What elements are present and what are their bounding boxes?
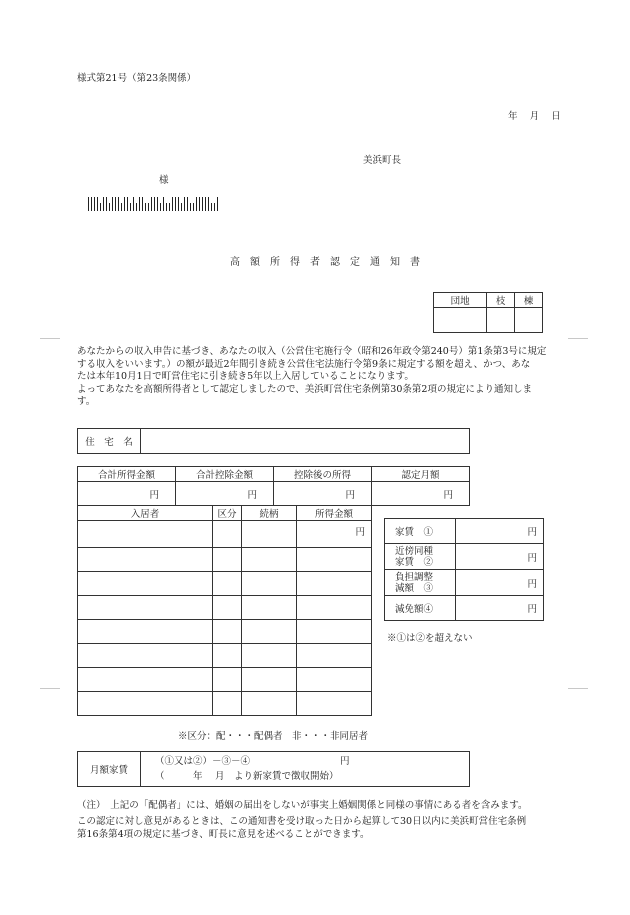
resident-category-cell[interactable] — [213, 548, 242, 572]
house-name-field[interactable] — [141, 429, 470, 454]
header-income-amount: 所得金額 — [297, 506, 372, 521]
barcode-bar — [178, 197, 179, 211]
adjustment-label-line2: 減額 ③ — [395, 582, 434, 594]
unit-header-branch: 枝 — [487, 293, 515, 308]
body-text — [77, 346, 567, 409]
unit-estate-value[interactable] — [434, 308, 487, 333]
barcode-bar — [145, 203, 146, 211]
header-category: 区分 — [213, 506, 242, 521]
resident-income-cell[interactable] — [297, 692, 372, 716]
barcode-bar — [166, 203, 167, 211]
market-rent-label — [385, 544, 456, 570]
barcode-bar — [97, 197, 98, 211]
barcode-bar — [94, 197, 95, 211]
monthly-rent-formula-line — [155, 754, 469, 769]
table-row — [78, 548, 372, 572]
unit-header-building: 棟 — [515, 293, 543, 308]
barcode-bar — [154, 197, 155, 211]
barcode-bar — [175, 197, 176, 211]
header-relationship: 続柄 — [242, 506, 297, 521]
barcode-bar — [205, 197, 206, 211]
barcode-bar — [127, 197, 128, 211]
resident-income-cell[interactable] — [297, 572, 372, 596]
resident-income-cell[interactable]: 円 — [297, 521, 372, 548]
barcode-bar — [199, 197, 200, 211]
resident-name-cell[interactable] — [78, 548, 213, 572]
body-line: あなたからの収入申告に基づき、あなたの収入（公営住宅施行令（昭和26年政令第240号）第1条第3号に規定 — [77, 346, 547, 357]
barcode-bar — [103, 197, 104, 211]
barcode-bar — [148, 203, 149, 211]
header-total-deduction: 合計控除金額 — [176, 467, 274, 482]
unit-header-estate: 団地 — [434, 293, 487, 308]
barcode-bar — [196, 197, 197, 211]
resident-name-cell[interactable] — [78, 620, 213, 644]
barcode-bar — [151, 197, 152, 211]
resident-category-cell[interactable] — [213, 596, 242, 620]
barcode-bar — [208, 197, 209, 211]
resident-name-cell[interactable] — [78, 596, 213, 620]
house-name-label: 住 宅 名 — [78, 429, 141, 454]
barcode-bar — [157, 197, 158, 211]
header-monthly-amount: 認定月額 — [372, 467, 470, 482]
resident-relationship-cell[interactable] — [242, 668, 297, 692]
header-net-income: 控除後の所得 — [274, 467, 372, 482]
adjustment-value[interactable]: 円 — [456, 570, 544, 596]
monthly-rent-yen: 円 — [340, 756, 350, 767]
issue-date — [508, 108, 561, 122]
table-row — [78, 596, 372, 620]
barcode-bar — [187, 197, 188, 211]
note-objection — [77, 816, 567, 841]
resident-name-cell[interactable] — [78, 644, 213, 668]
barcode-bar — [160, 203, 161, 211]
fold-mark-right-bottom — [568, 688, 588, 689]
house-name-table — [77, 428, 470, 454]
residents-table — [77, 505, 372, 716]
market-rent-label-line2: 家賃 ② — [395, 556, 434, 568]
resident-category-cell[interactable] — [213, 521, 242, 548]
barcode-bar — [163, 197, 164, 211]
header-total-income: 合計所得金額 — [78, 467, 176, 482]
date-year: 年 — [508, 111, 518, 122]
barcode-bar — [214, 203, 215, 211]
income-table — [77, 466, 470, 506]
body-line: よってあなたを高額所得者として認定しましたので、美浜町営住宅条例第30条第2項の規定により通知しま — [77, 383, 532, 395]
resident-category-cell[interactable] — [213, 692, 242, 716]
resident-income-cell[interactable] — [297, 620, 372, 644]
resident-category-cell[interactable] — [213, 572, 242, 596]
body-line: す。 — [77, 396, 96, 407]
barcode-bar — [142, 197, 143, 211]
barcode-bar — [88, 197, 89, 211]
resident-income-cell[interactable] — [297, 596, 372, 620]
barcode-bar — [112, 197, 113, 211]
resident-income-cell[interactable] — [297, 668, 372, 692]
note-objection-line: 第16条第4項の規定に基づき、町長に意見を述べることができます。 — [77, 828, 370, 840]
resident-income-cell[interactable] — [297, 548, 372, 572]
table-row — [78, 668, 372, 692]
exemption-label: 減免額④ — [385, 596, 456, 621]
table-row — [78, 620, 372, 644]
table-row — [78, 521, 372, 548]
adjustment-label — [385, 570, 456, 596]
resident-category-cell[interactable] — [213, 644, 242, 668]
market-rent-value[interactable]: 円 — [456, 544, 544, 570]
resident-name-cell[interactable] — [78, 668, 213, 692]
barcode-bar — [130, 203, 131, 211]
total-deduction-value[interactable]: 円 — [176, 482, 274, 506]
barcode-bar — [100, 203, 101, 211]
body-line: する収入をいいます。）の額が最近2年間引き続き公営住宅法施行令第9条に規定する額を超え、かつ、あな — [77, 358, 531, 370]
fold-mark-right-top — [568, 338, 588, 339]
barcode-bar — [211, 203, 212, 211]
note-spouse: （注） 上記の「配偶者」には、婚姻の届出をしないが事実上婚姻関係と同様の事情にある者を含みます。 — [77, 800, 528, 811]
unit-branch-value[interactable] — [487, 308, 515, 333]
date-day: 日 — [551, 111, 561, 122]
barcode-bar — [91, 197, 92, 211]
resident-relationship-cell[interactable] — [242, 692, 297, 716]
resident-name-cell[interactable] — [78, 521, 213, 548]
net-income-value[interactable]: 円 — [274, 482, 372, 506]
barcode-bar — [133, 197, 134, 211]
resident-category-cell[interactable] — [213, 668, 242, 692]
barcode-bar — [202, 197, 203, 211]
exemption-value[interactable]: 円 — [456, 596, 544, 621]
barcode-bar — [121, 203, 122, 211]
monthly-rent-start: （ 年 月 より新家賃で徴収開始） — [155, 771, 339, 782]
table-row — [78, 572, 372, 596]
barcode-bar — [139, 197, 140, 211]
table-row — [78, 692, 372, 716]
resident-name-cell[interactable] — [78, 572, 213, 596]
rent-note: ※①は②を超えない — [387, 633, 473, 644]
rent-value[interactable]: 円 — [456, 519, 544, 544]
rent-label: 家賃 ① — [385, 519, 456, 544]
form-number: 様式第21号（第23条関係） — [77, 73, 197, 84]
resident-name-cell[interactable] — [78, 692, 213, 716]
barcode-bar — [136, 203, 137, 211]
document-title: 高 額 所 得 者 認 定 通 知 書 — [230, 257, 420, 268]
addressee-suffix: 様 — [159, 175, 169, 186]
monthly-rent-table — [77, 751, 470, 787]
barcode-bar — [118, 197, 119, 211]
barcode-bar — [172, 197, 173, 211]
fold-mark-left-top — [40, 338, 60, 339]
unit-table — [433, 292, 543, 333]
barcode-bar — [217, 197, 218, 211]
body-line: たは本年10月1日で町営住宅に引き続き5年以上入居していることになります。 — [77, 371, 414, 382]
customer-barcode — [88, 197, 220, 211]
barcode-bar — [190, 203, 191, 211]
monthly-rent-field[interactable] — [141, 752, 470, 787]
market-rent-label-line1: 近傍同種 — [395, 545, 434, 557]
barcode-bar — [181, 203, 182, 211]
unit-building-value[interactable] — [515, 308, 543, 333]
fold-mark-left-bottom — [40, 688, 60, 689]
resident-relationship-cell[interactable] — [242, 620, 297, 644]
total-income-value[interactable]: 円 — [78, 482, 176, 506]
rent-table — [384, 518, 544, 621]
resident-relationship-cell[interactable] — [242, 548, 297, 572]
header-resident: 入居者 — [78, 506, 213, 521]
date-month: 月 — [529, 111, 540, 122]
barcode-bar — [109, 203, 110, 211]
resident-relationship-cell[interactable] — [242, 596, 297, 620]
resident-category-cell[interactable] — [213, 620, 242, 644]
issuer-name: 美浜町長 — [363, 155, 402, 166]
resident-relationship-cell[interactable] — [242, 644, 297, 668]
barcode-bar — [193, 203, 194, 211]
monthly-rent-formula: （①又は②）－③－④ — [155, 756, 251, 767]
barcode-bar — [106, 197, 107, 211]
monthly-rent-label: 月額家賃 — [78, 752, 141, 787]
note-objection-line: この認定に対し意見があるときは、この通知書を受け取った日から起算して30日以内に美浜町営住宅条例 — [77, 816, 527, 827]
monthly-amount-value[interactable]: 円 — [372, 482, 470, 506]
adjustment-label-line1: 負担調整 — [395, 571, 434, 583]
barcode-bar — [124, 197, 125, 211]
resident-income-cell[interactable] — [297, 644, 372, 668]
resident-relationship-cell[interactable] — [242, 572, 297, 596]
barcode-bar — [184, 197, 185, 211]
barcode-bar — [169, 203, 170, 211]
resident-relationship-cell[interactable] — [242, 521, 297, 548]
table-row — [78, 644, 372, 668]
barcode-bar — [115, 197, 116, 211]
category-note: ※区分：配・・・配偶者 非・・・非同居者 — [178, 731, 369, 742]
